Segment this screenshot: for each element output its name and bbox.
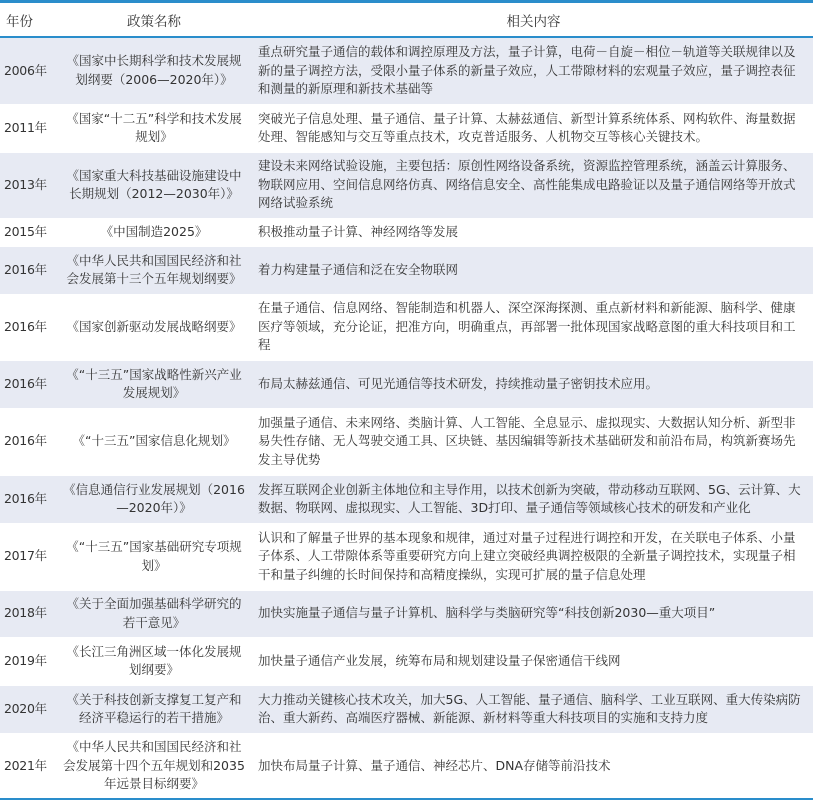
row-year: 2013年 — [0, 152, 54, 218]
table-header-row — [0, 2, 813, 38]
table-row — [0, 475, 813, 523]
row-policy-name: 《“十三五”国家战略性新兴产业发展规划》 — [54, 360, 254, 408]
row-policy-name: 《中华人民共和国国民经济和社会发展第十三个五年规划纲要》 — [54, 246, 254, 294]
row-year: 2016年 — [0, 360, 54, 408]
table-row — [0, 408, 813, 475]
table-row — [0, 523, 813, 590]
table-row — [0, 246, 813, 294]
row-content: 大力推动关键核心技术攻关，加大5G、人工智能、量子通信、脑科学、工业互联网、重大传染病防治、重大新药、高端医疗器械、新能源、新材料等重大科技项目的实施和支持力度 — [254, 685, 813, 733]
table-row — [0, 152, 813, 218]
row-year: 2019年 — [0, 637, 54, 685]
row-content: 布局太赫兹通信、可见光通信等技术研发，持续推动量子密钥技术应用。 — [254, 360, 813, 408]
row-policy-name: 《长江三角洲区域一体化发展规划纲要》 — [54, 637, 254, 685]
table-row — [0, 37, 813, 104]
row-year: 2017年 — [0, 523, 54, 590]
row-content: 认识和了解量子世界的基本现象和规律，通过对量子过程进行调控和开发，在关联电子体系、小量子体系、人工带隙体系等重要研究方向上建立突破经典调控极限的全新量子调控技术，实现量子相干和量子纠缠的长时间保持和高精度操纵，实现可扩展的量子信息处理 — [254, 523, 813, 590]
row-policy-name: 《“十三五”国家基础研究专项规划》 — [54, 523, 254, 590]
table-row — [0, 360, 813, 408]
row-year: 2016年 — [0, 246, 54, 294]
row-year: 2016年 — [0, 408, 54, 475]
row-policy-name: 《国家“十二五”科学和技术发展规划》 — [54, 104, 254, 152]
row-policy-name: 《“十三五”国家信息化规划》 — [54, 408, 254, 475]
table-row — [0, 218, 813, 246]
row-policy-name: 《信息通信行业发展规划（2016—2020年）》 — [54, 475, 254, 523]
table-row — [0, 733, 813, 799]
row-year: 2016年 — [0, 294, 54, 360]
table-row — [0, 590, 813, 637]
row-year: 2018年 — [0, 590, 54, 637]
row-year: 2016年 — [0, 475, 54, 523]
row-policy-name: 《国家重大科技基础设施建设中长期规划（2012—2030年）》 — [54, 152, 254, 218]
row-policy-name: 《关于全面加强基础科学研究的若干意见》 — [54, 590, 254, 637]
row-content: 加快实施量子通信与量子计算机、脑科学与类脑研究等“科技创新2030—重大项目” — [254, 590, 813, 637]
row-policy-name: 《关于科技创新支撑复工复产和经济平稳运行的若干措施》 — [54, 685, 254, 733]
row-year: 2020年 — [0, 685, 54, 733]
table-row — [0, 104, 813, 152]
table-row — [0, 685, 813, 733]
row-year: 2006年 — [0, 37, 54, 104]
table-row — [0, 637, 813, 685]
row-policy-name: 《国家创新驱动发展战略纲要》 — [54, 294, 254, 360]
row-policy-name: 《中华人民共和国国民经济和社会发展第十四个五年规划和2035年远景目标纲要》 — [54, 733, 254, 799]
row-year: 2015年 — [0, 218, 54, 246]
row-year: 2011年 — [0, 104, 54, 152]
row-content: 加强量子通信、未来网络、类脑计算、人工智能、全息显示、虚拟现实、大数据认知分析、新型非易失性存储、无人驾驶交通工具、区块链、基因编辑等新技术基础研发和前沿布局，构筑新赛场先发主导优势 — [254, 408, 813, 475]
row-content: 突破光子信息处理、量子通信、量子计算、太赫兹通信、新型计算系统体系、网构软件、海量数据处理、智能感知与交互等重点技术，攻克普适服务、人机物交互等核心关键技术。 — [254, 104, 813, 152]
row-content: 发挥互联网企业创新主体地位和主导作用，以技术创新为突破，带动移动互联网、5G、云计算、大数据、物联网、虚拟现实、人工智能、3D打印、量子通信等领域核心技术的研发和产业化 — [254, 475, 813, 523]
row-content: 加快量子通信产业发展，统筹布局和规划建设量子保密通信干线网 — [254, 637, 813, 685]
row-content: 建设未来网络试验设施，主要包括：原创性网络设备系统，资源监控管理系统，涵盖云计算服务、物联网应用、空间信息网络仿真、网络信息安全、高性能集成电路验证以及量子通信网络等开放式网络试验系统 — [254, 152, 813, 218]
row-content: 着力构建量子通信和泛在安全物联网 — [254, 246, 813, 294]
row-content: 加快布局量子计算、量子通信、神经芯片、DNA存储等前沿技术 — [254, 733, 813, 799]
header-content: 相关内容 — [254, 2, 813, 38]
row-policy-name: 《中国制造2025》 — [54, 218, 254, 246]
header-policy-name: 政策名称 — [54, 2, 254, 38]
table-row — [0, 294, 813, 360]
header-year: 年份 — [0, 2, 54, 38]
row-content: 在量子通信、信息网络、智能制造和机器人、深空深海探测、重点新材料和新能源、脑科学、健康医疗等领域，充分论证，把准方向，明确重点，再部署一批体现国家战略意图的重大科技项目和工程 — [254, 294, 813, 360]
row-content: 重点研究量子通信的载体和调控原理及方法，量子计算，电荷－自旋－相位－轨道等关联规律以及新的量子调控方法，受限小量子体系的新量子效应，人工带隙材料的宏观量子效应，量子调控表征和测量的新原理和新技术基础等 — [254, 37, 813, 104]
row-policy-name: 《国家中长期科学和技术发展规划纲要（2006—2020年）》 — [54, 37, 254, 104]
row-year: 2021年 — [0, 733, 54, 799]
row-content: 积极推动量子计算、神经网络等发展 — [254, 218, 813, 246]
